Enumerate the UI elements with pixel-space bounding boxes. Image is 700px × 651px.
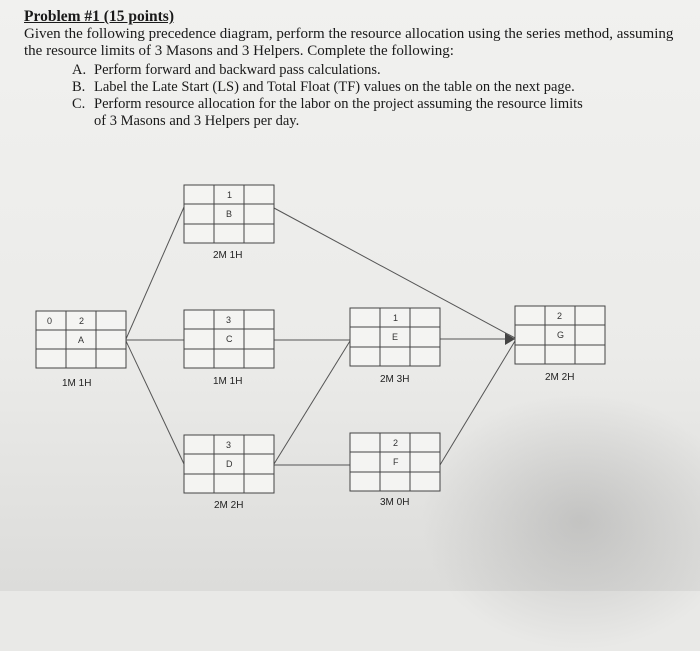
node-g-resources: 2M 2H xyxy=(545,372,575,383)
node-f-resources: 3M 0H xyxy=(380,497,410,508)
node-d-name: D xyxy=(226,459,233,469)
item-b-text: Label the Late Start (LS) and Total Float (TF) values on the table on the next page. xyxy=(94,79,575,95)
node-f-name: F xyxy=(393,457,399,467)
node-f-duration: 2 xyxy=(393,438,399,448)
node-g-duration: 2 xyxy=(557,311,563,321)
arrow-d-to-e xyxy=(274,341,350,464)
node-g xyxy=(515,306,605,383)
node-e-name: E xyxy=(392,332,399,342)
node-c xyxy=(184,310,274,387)
problem-title: Problem #1 (15 points) xyxy=(24,8,174,25)
arrow-f-to-g xyxy=(440,341,515,465)
node-a-name: A xyxy=(78,335,85,345)
item-a-letter: A. xyxy=(72,62,87,78)
node-d-resources: 2M 2H xyxy=(214,500,244,511)
arrow-a-to-d xyxy=(126,341,184,464)
node-b-name: B xyxy=(226,209,233,219)
node-d-duration: 3 xyxy=(226,440,232,450)
node-b-duration: 1 xyxy=(227,190,233,200)
item-b-letter: B. xyxy=(72,79,86,95)
arrow-a-to-b xyxy=(126,207,184,339)
item-c-continued: of 3 Masons and 3 Helpers per day. xyxy=(94,113,300,129)
node-a-es: 0 xyxy=(47,316,53,326)
node-c-name: C xyxy=(226,334,233,344)
item-c-text: Perform resource allocation for the labor on the project assuming the resource limits xyxy=(94,96,583,112)
node-a-resources: 1M 1H xyxy=(62,378,92,389)
node-g-name: G xyxy=(557,330,565,340)
node-e-duration: 1 xyxy=(393,313,399,323)
problem-intro: Given the following precedence diagram, perform the resource allocation using the series method, assuming the resource limits of 3 Masons and 3 Helpers. Complete the following: xyxy=(24,26,674,59)
item-c-letter: C. xyxy=(72,96,86,112)
node-c-duration: 3 xyxy=(226,315,232,325)
node-a-duration: 2 xyxy=(79,316,85,326)
node-a xyxy=(36,311,126,389)
node-f xyxy=(350,433,440,508)
node-e-resources: 2M 3H xyxy=(380,374,410,385)
node-b xyxy=(184,185,274,261)
node-e xyxy=(350,308,440,385)
node-b-resources: 2M 1H xyxy=(213,250,243,261)
node-d xyxy=(184,435,274,511)
node-c-resources: 1M 1H xyxy=(213,376,243,387)
item-a-text: Perform forward and backward pass calculations. xyxy=(94,62,381,78)
